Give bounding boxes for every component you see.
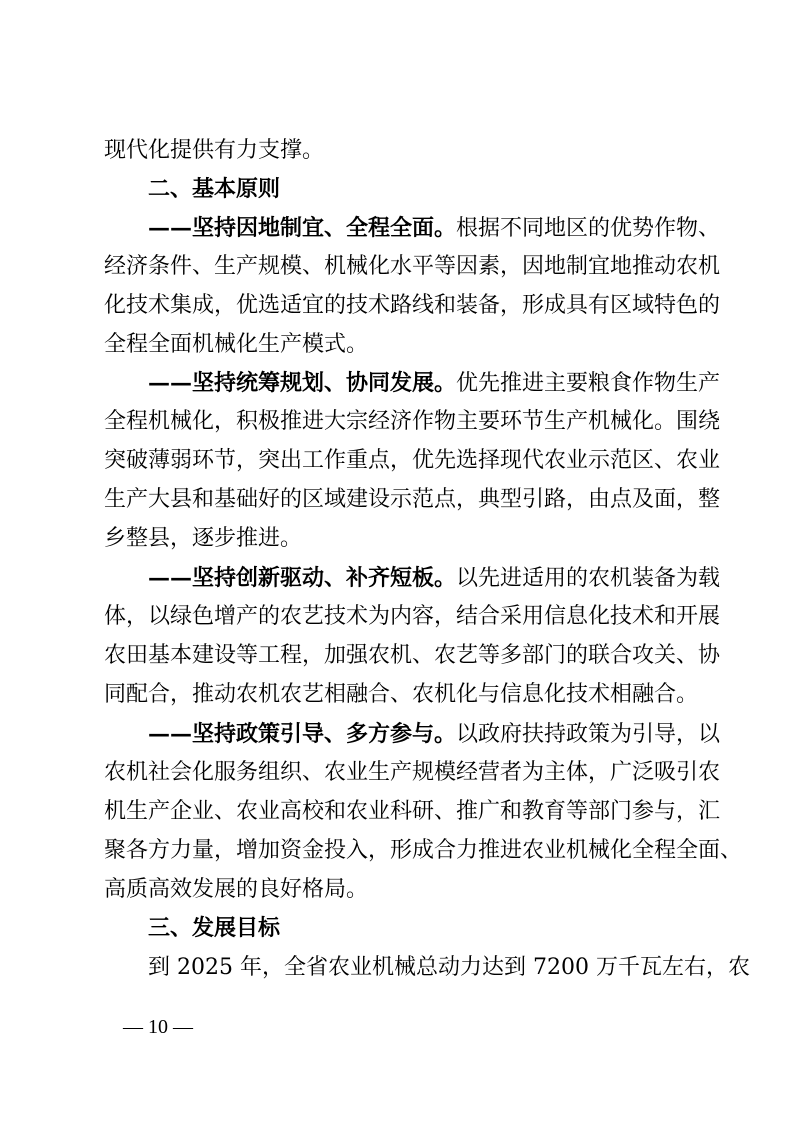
paragraph-line: 乡整县，逐步推进。 bbox=[104, 526, 303, 551]
principle-4-first-line bbox=[148, 719, 721, 749]
paragraph-line: 聚各方力量，增加资金投入，形成合力推进农业机械化全程全面、 bbox=[104, 838, 743, 863]
paragraph-line: 农田基本建设等工程，加强农机、农艺等多部门的联合攻关、协 bbox=[104, 643, 721, 668]
paragraph-line: 到 2025 年，全省农业机械总动力达到 7200 万千瓦左右，农 bbox=[148, 955, 750, 980]
principle-3-lead: ——坚持创新驱动、补齐短板。 bbox=[148, 565, 457, 591]
paragraph-line: 全程机械化，积极推进大宗经济作物主要环节生产机械化。围绕 bbox=[104, 409, 721, 434]
paragraph-line: 化技术集成，优选适宜的技术路线和装备，形成具有区域特色的 bbox=[104, 293, 721, 318]
paragraph-line: 现代化提供有力支撑。 bbox=[104, 138, 325, 163]
principle-2-text: 优先推进主要粮食作物生产 bbox=[456, 371, 721, 396]
paragraph-line: 机生产企业、农业高校和农业科研、推广和教育等部门参与，汇 bbox=[104, 799, 721, 824]
paragraph-line: 农机社会化服务组织、农业生产规模经营者为主体，广泛吸引农 bbox=[104, 760, 721, 785]
principle-2-lead: ——坚持统筹规划、协同发展。 bbox=[148, 370, 457, 396]
paragraph-line: 同配合，推动农机农艺相融合、农机化与信息化技术相融合。 bbox=[104, 682, 699, 707]
paragraph-line: 生产大县和基础好的区域建设示范点，典型引路，由点及面，整 bbox=[104, 487, 721, 512]
page-number: — 10 — bbox=[123, 1016, 193, 1038]
principle-4-lead: ——坚持政策引导、多方参与。 bbox=[148, 721, 457, 747]
paragraph-line: 体，以绿色增产的农艺技术为内容，结合采用信息化技术和开展 bbox=[104, 604, 721, 629]
principle-1-text: 根据不同地区的优势作物、 bbox=[456, 216, 721, 241]
principle-3-text: 以先进适用的农机装备为载 bbox=[456, 566, 721, 591]
principle-2-first-line bbox=[148, 368, 721, 398]
paragraph-line: 高质高效发展的良好格局。 bbox=[104, 877, 369, 902]
paragraph-line: 全程全面机械化生产模式。 bbox=[104, 332, 369, 357]
principle-1-first-line bbox=[148, 213, 721, 243]
principle-3-first-line bbox=[148, 563, 721, 593]
paragraph-line: 经济条件、生产规模、机械化水平等因素，因地制宜地推动农机 bbox=[104, 254, 721, 279]
section-heading-principles: 二、基本原则 bbox=[148, 177, 281, 202]
principle-1-lead: ——坚持因地制宜、全程全面。 bbox=[148, 215, 457, 241]
principle-4-text: 以政府扶持政策为引导，以 bbox=[456, 722, 721, 747]
section-heading-goals: 三、发展目标 bbox=[148, 916, 281, 941]
paragraph-line: 突破薄弱环节，突出工作重点，优先选择现代农业示范区、农业 bbox=[104, 448, 721, 473]
